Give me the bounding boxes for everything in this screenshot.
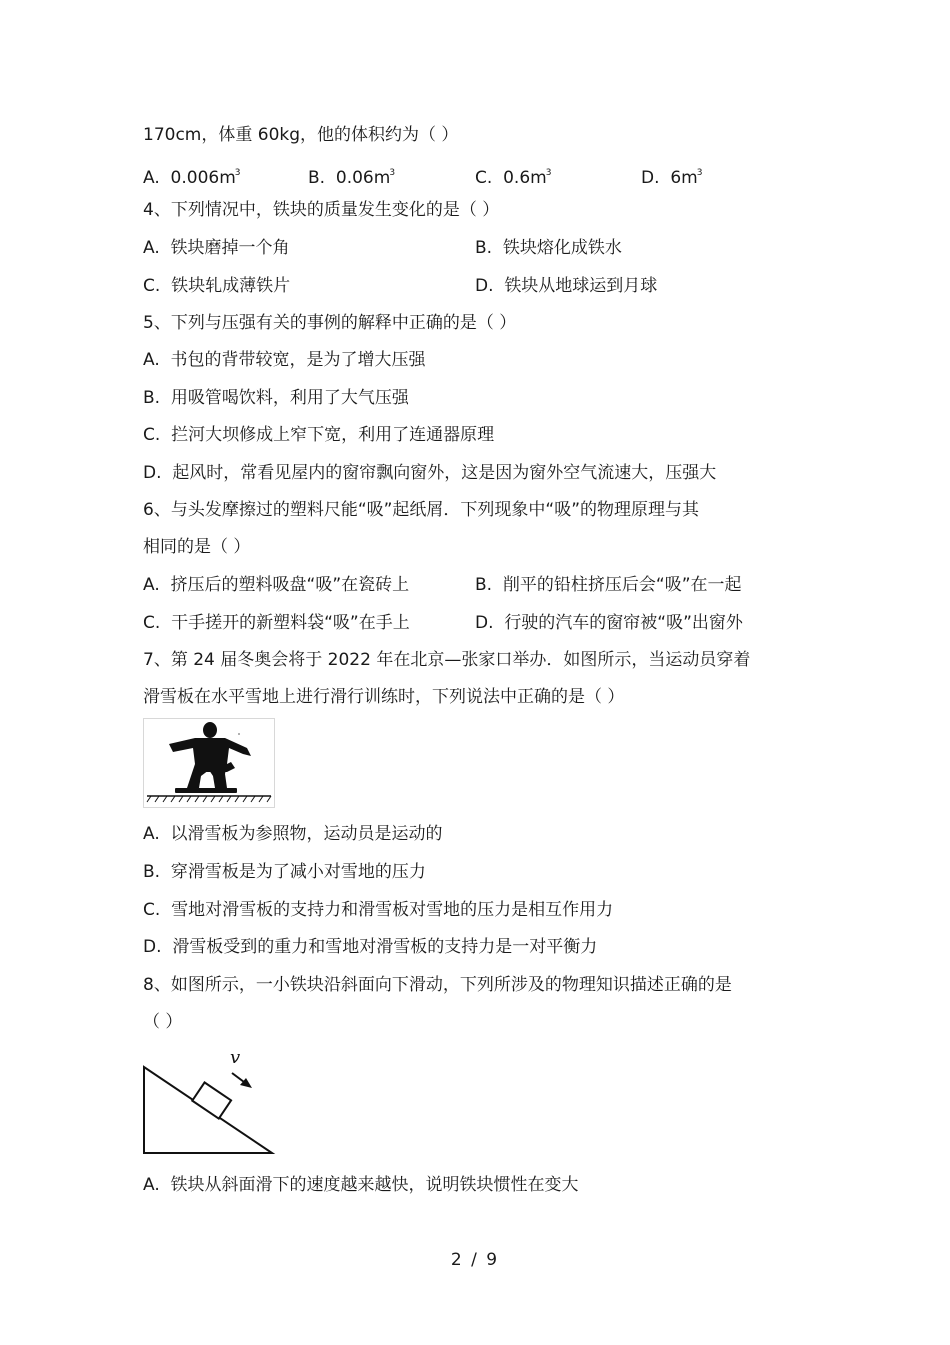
q3-option-c (475, 162, 551, 189)
option-text: 书包的背带较宽，是为了增大压强 (170, 350, 426, 370)
option-letter: D. (641, 168, 660, 188)
option-text: 挤压后的塑料吸盘“吸”在瓷砖上 (170, 575, 410, 595)
incline-drawing (140, 1045, 280, 1157)
option-text: 用吸管喝饮料，利用了大气压强 (170, 388, 409, 408)
q6-stem-line1: 6、与头发摩擦过的塑料尺能“吸”起纸屑．下列现象中“吸”的物理原理与其 (143, 500, 700, 520)
q7-stem-line2: 滑雪板在水平雪地上进行滑行训练时，下列说法中正确的是（ ） (143, 687, 625, 707)
option-value: 6m (670, 168, 698, 188)
q5-option-b (143, 387, 409, 409)
option-text: 铁块磨掉一个角 (170, 238, 290, 258)
q6-option-b (475, 574, 742, 596)
q4-option-c (143, 275, 290, 297)
option-letter: A. (143, 824, 160, 844)
q3-option-a (143, 162, 241, 189)
q4-stem: 4、下列情况中，铁块的质量发生变化的是（ ） (143, 200, 500, 220)
snowboarder-figure (143, 718, 275, 808)
q3-option-b (308, 162, 395, 189)
q6-option-c (143, 612, 410, 634)
option-letter: C. (143, 613, 161, 633)
option-letter: B. (475, 238, 493, 258)
q6-option-d (475, 612, 743, 634)
option-value: 0.06m (335, 168, 391, 188)
q6-stem-line2: 相同的是（ ） (143, 537, 251, 557)
unit-superscript: 3 (234, 168, 241, 178)
q3-stem: 170cm，体重 60kg，他的体积约为（ ） (143, 125, 459, 145)
option-text: 雪地对滑雪板的支持力和滑雪板对雪地的压力是相互作用力 (171, 900, 614, 920)
unit-superscript: 3 (545, 168, 552, 178)
option-letter: C. (143, 425, 161, 445)
q7-stem-line1: 7、第 24 届冬奥会将于 2022 年在北京—张家口举办．如图所示，当运动员穿着 (143, 650, 751, 670)
option-text: 铁块从斜面滑下的速度越来越快，说明铁块惯性在变大 (170, 1175, 579, 1195)
q4-option-a (143, 237, 290, 259)
q7-option-c (143, 899, 613, 921)
q7-option-b (143, 861, 426, 883)
option-value: 0.006m (170, 168, 236, 188)
q8-stem-line2: （ ） (143, 1012, 183, 1032)
option-text: 铁块熔化成铁水 (502, 238, 622, 258)
option-letter: B. (308, 168, 326, 188)
q5-stem: 5、下列与压强有关的事例的解释中正确的是（ ） (143, 313, 517, 333)
option-letter: D. (143, 463, 162, 483)
q8-stem-line1: 8、如图所示，一小铁块沿斜面向下滑动，下列所涉及的物理知识描述正确的是 (143, 975, 732, 995)
option-letter: D. (475, 613, 494, 633)
option-letter: D. (143, 937, 162, 957)
q7-option-d (143, 936, 597, 958)
q6-option-a (143, 574, 409, 596)
q3-option-d (641, 162, 702, 189)
q5-option-a (143, 349, 426, 371)
option-text: 干手搓开的新塑料袋“吸”在手上 (171, 613, 410, 633)
q8-option-a (143, 1174, 579, 1196)
q5-option-d (143, 462, 716, 484)
option-letter: A. (143, 238, 160, 258)
option-text: 铁块轧成薄铁片 (171, 276, 291, 296)
option-text: 拦河大坝修成上窄下宽，利用了连通器原理 (171, 425, 495, 445)
option-text: 滑雪板受到的重力和雪地对滑雪板的支持力是一对平衡力 (172, 937, 598, 957)
page-number: 2 / 9 (450, 1250, 500, 1270)
option-letter: A. (143, 168, 160, 188)
option-letter: C. (143, 276, 161, 296)
incline-block-figure (140, 1045, 280, 1157)
option-value: 0.6m (503, 168, 547, 188)
q5-option-c (143, 424, 494, 446)
unit-superscript: 3 (389, 168, 396, 178)
velocity-label: v (230, 1047, 241, 1068)
option-letter: A. (143, 575, 160, 595)
q4-option-d (475, 275, 657, 297)
option-letter: B. (475, 575, 493, 595)
option-text: 穿滑雪板是为了减小对雪地的压力 (170, 862, 426, 882)
option-text: 以滑雪板为参照物，运动员是运动的 (170, 824, 443, 844)
option-letter: C. (143, 900, 161, 920)
option-letter: C. (475, 168, 493, 188)
option-text: 铁块从地球运到月球 (504, 276, 658, 296)
option-letter: A. (143, 350, 160, 370)
unit-superscript: 3 (696, 168, 703, 178)
option-text: 削平的铅柱挤压后会“吸”在一起 (502, 575, 742, 595)
q4-option-b (475, 237, 622, 259)
snowboarder-drawing (143, 718, 275, 808)
option-letter: B. (143, 862, 161, 882)
option-text: 起风时，常看见屋内的窗帘飘向窗外，这是因为窗外空气流速大，压强大 (172, 463, 717, 483)
option-text: 行驶的汽车的窗帘被“吸”出窗外 (504, 613, 743, 633)
option-letter: D. (475, 276, 494, 296)
option-letter: A. (143, 1175, 160, 1195)
q7-option-a (143, 823, 443, 845)
option-letter: B. (143, 388, 161, 408)
